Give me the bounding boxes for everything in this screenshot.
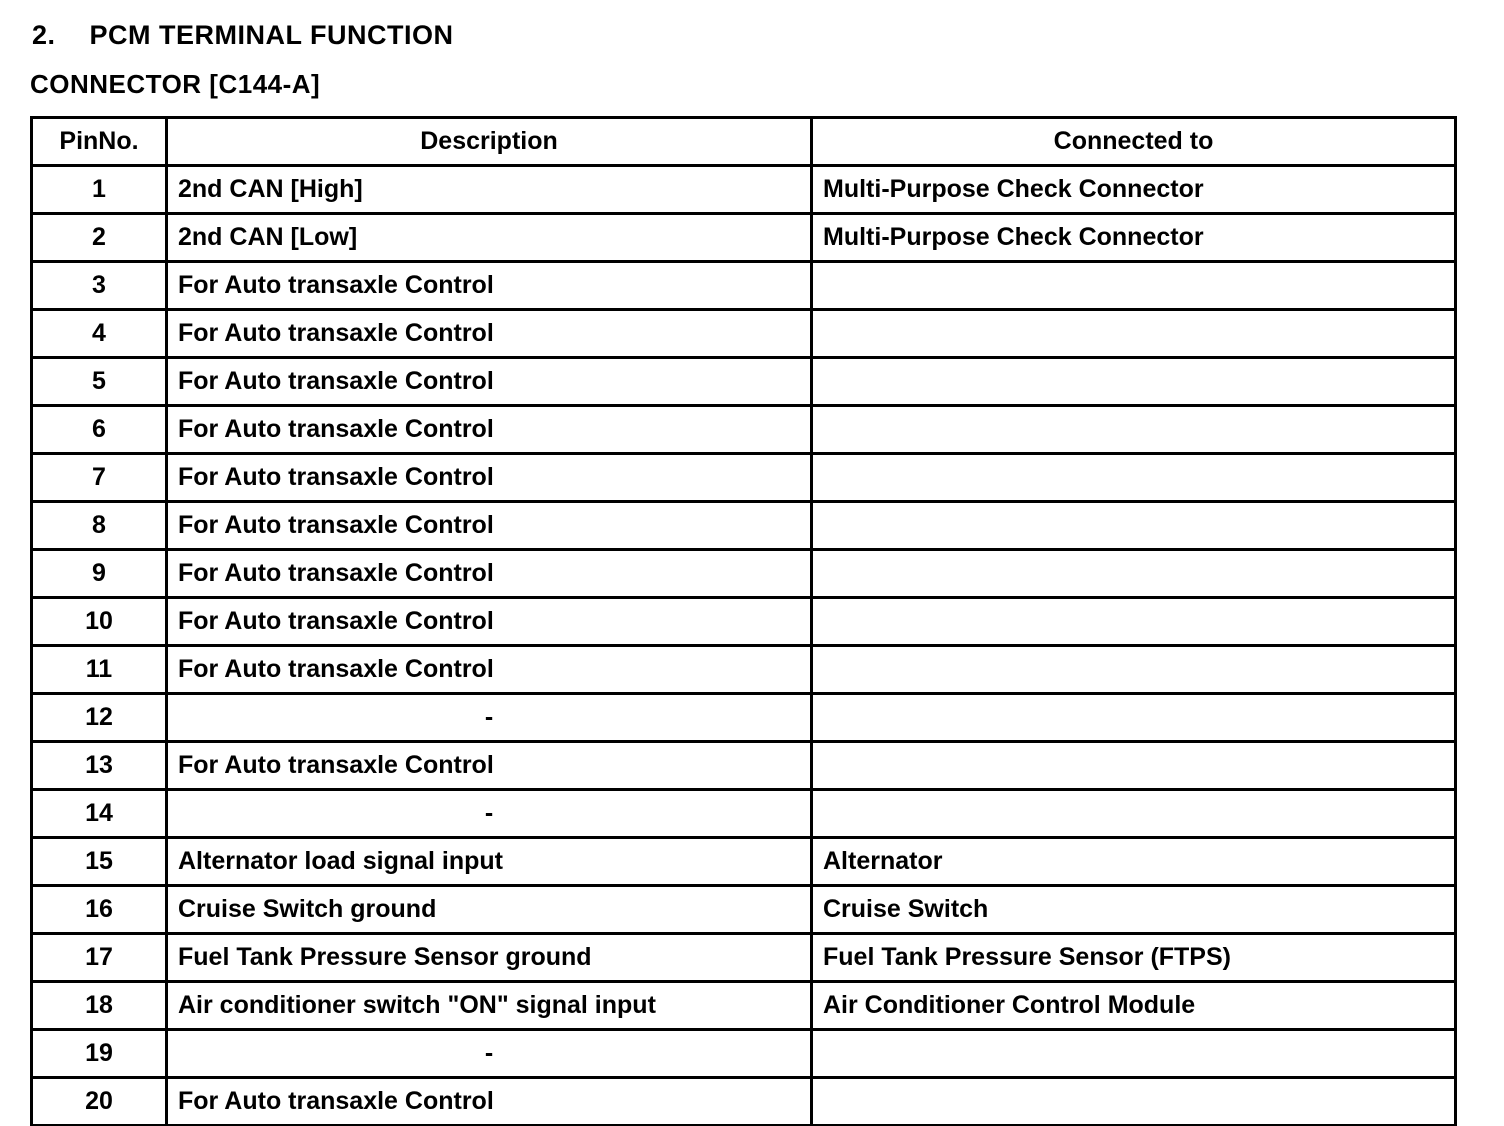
pin-number-cell: 16 (32, 886, 167, 934)
connected-to-cell (812, 694, 1456, 742)
table-row (32, 502, 1456, 550)
table-row (32, 646, 1456, 694)
description-cell: For Auto transaxle Control (167, 358, 812, 406)
description-cell: Fuel Tank Pressure Sensor ground (167, 934, 812, 982)
table-row (32, 694, 1456, 742)
connected-to-cell (812, 502, 1456, 550)
description-cell: 2nd CAN [High] (167, 166, 812, 214)
description-cell: Cruise Switch ground (167, 886, 812, 934)
pin-number-cell: 1 (32, 166, 167, 214)
pin-number-cell: 17 (32, 934, 167, 982)
pin-number-cell: 15 (32, 838, 167, 886)
description-cell: For Auto transaxle Control (167, 1078, 812, 1126)
pin-number-cell: 18 (32, 982, 167, 1030)
connected-to-cell (812, 598, 1456, 646)
table-row (32, 214, 1456, 262)
pin-table-body (32, 166, 1456, 1126)
pin-number-cell: 9 (32, 550, 167, 598)
connected-to-cell: Multi-Purpose Check Connector (812, 166, 1456, 214)
pin-number-cell: 14 (32, 790, 167, 838)
connected-to-cell: Air Conditioner Control Module (812, 982, 1456, 1030)
description-cell: For Auto transaxle Control (167, 550, 812, 598)
table-row (32, 262, 1456, 310)
table-row (32, 1078, 1456, 1126)
description-cell: For Auto transaxle Control (167, 262, 812, 310)
table-row (32, 310, 1456, 358)
description-cell: For Auto transaxle Control (167, 598, 812, 646)
table-row (32, 550, 1456, 598)
pin-number-cell: 10 (32, 598, 167, 646)
table-row (32, 1030, 1456, 1078)
connected-to-cell (812, 1030, 1456, 1078)
table-row (32, 454, 1456, 502)
table-row (32, 838, 1456, 886)
connected-to-cell (812, 262, 1456, 310)
connected-to-cell (812, 358, 1456, 406)
pin-number-cell: 4 (32, 310, 167, 358)
table-row (32, 886, 1456, 934)
connected-to-cell: Fuel Tank Pressure Sensor (FTPS) (812, 934, 1456, 982)
connected-to-cell: Cruise Switch (812, 886, 1456, 934)
description-cell: Alternator load signal input (167, 838, 812, 886)
section-title: PCM TERMINAL FUNCTION (89, 20, 454, 50)
table-row (32, 790, 1456, 838)
pin-number-cell: 19 (32, 1030, 167, 1078)
connected-to-cell (812, 1078, 1456, 1126)
connected-to-cell (812, 310, 1456, 358)
pin-number-cell: 20 (32, 1078, 167, 1126)
pin-number-cell: 3 (32, 262, 167, 310)
header-pin-no: PinNo. (32, 118, 167, 166)
connected-to-cell (812, 406, 1456, 454)
connected-to-cell (812, 646, 1456, 694)
connected-to-cell (812, 790, 1456, 838)
description-cell: 2nd CAN [Low] (167, 214, 812, 262)
table-row (32, 358, 1456, 406)
description-cell: - (167, 694, 812, 742)
description-cell: For Auto transaxle Control (167, 454, 812, 502)
header-connected-to: Connected to (812, 118, 1456, 166)
connector-title: CONNECTOR [C144-A] (30, 69, 321, 99)
description-cell: For Auto transaxle Control (167, 502, 812, 550)
section-heading (32, 20, 1474, 51)
table-row (32, 982, 1456, 1030)
description-cell: Air conditioner switch "ON" signal input (167, 982, 812, 1030)
table-row (32, 406, 1456, 454)
table-row (32, 742, 1456, 790)
pin-number-cell: 13 (32, 742, 167, 790)
pin-number-cell: 8 (32, 502, 167, 550)
pin-number-cell: 11 (32, 646, 167, 694)
pin-number-cell: 7 (32, 454, 167, 502)
description-cell: For Auto transaxle Control (167, 406, 812, 454)
table-row (32, 934, 1456, 982)
table-row (32, 166, 1456, 214)
description-cell: - (167, 1030, 812, 1078)
connected-to-cell (812, 742, 1456, 790)
connected-to-cell (812, 550, 1456, 598)
table-row (32, 598, 1456, 646)
pin-function-table (30, 116, 1457, 1126)
description-cell: For Auto transaxle Control (167, 742, 812, 790)
description-cell: - (167, 790, 812, 838)
description-cell: For Auto transaxle Control (167, 646, 812, 694)
connected-to-cell: Alternator (812, 838, 1456, 886)
table-header-row (32, 118, 1456, 166)
pin-number-cell: 12 (32, 694, 167, 742)
description-cell: For Auto transaxle Control (167, 310, 812, 358)
connected-to-cell (812, 454, 1456, 502)
header-description: Description (167, 118, 812, 166)
connected-to-cell: Multi-Purpose Check Connector (812, 214, 1456, 262)
section-number: 2. (32, 20, 56, 50)
pin-number-cell: 6 (32, 406, 167, 454)
pin-number-cell: 5 (32, 358, 167, 406)
pin-number-cell: 2 (32, 214, 167, 262)
